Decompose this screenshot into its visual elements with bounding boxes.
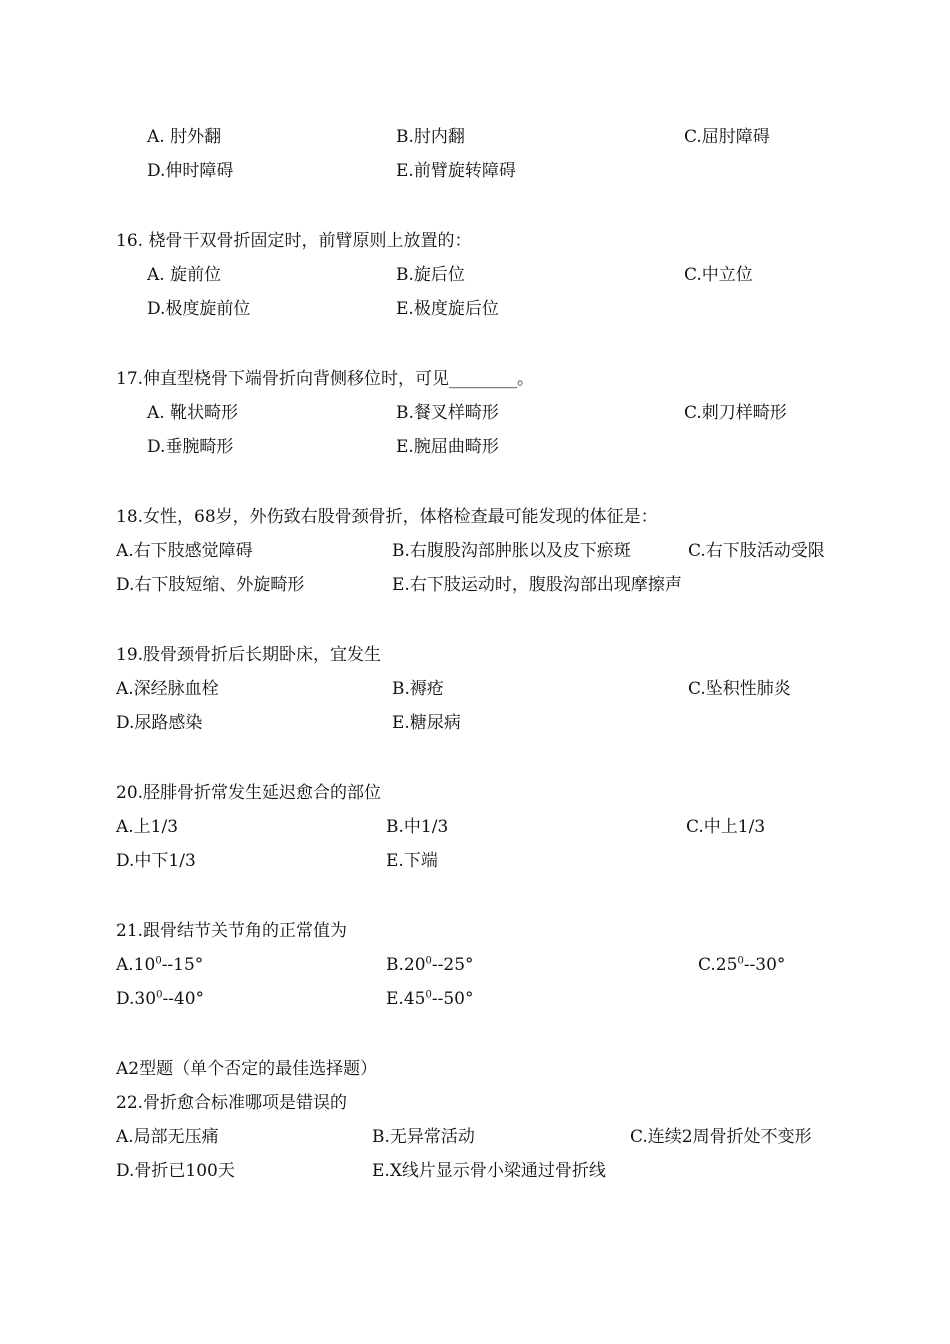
q17-stem: 17.伸直型桡骨下端骨折向背侧移位时，可见________。 — [116, 369, 535, 389]
q15-option-d: D.伸时障碍 — [147, 161, 234, 181]
q22-option-c: C.连续2周骨折处不变形 — [630, 1127, 812, 1147]
q16-option-d: D.极度旋前位 — [147, 299, 251, 319]
q16-option-b: B.旋后位 — [396, 265, 465, 285]
q15-option-a: A. 肘外翻 — [147, 127, 222, 147]
q21-option-a — [116, 954, 203, 976]
q20-option-b: B.中1/3 — [386, 817, 449, 837]
q16-option-a: A. 旋前位 — [147, 265, 222, 285]
q22-option-b: B.无异常活动 — [372, 1127, 475, 1147]
q21-option-b-degree: 0 — [425, 955, 432, 967]
q18-stem: 18.女性，68岁，外伤致右股骨颈骨折，体格检查最可能发现的体征是： — [116, 507, 658, 527]
q19-option-d: D.尿路感染 — [116, 713, 203, 733]
q20-option-c: C.中上1/3 — [686, 817, 766, 837]
q19-option-e: E.糖尿病 — [392, 713, 461, 733]
q17-option-c: C.刺刀样畸形 — [684, 403, 787, 423]
q21-option-a-degree: 0 — [155, 955, 162, 967]
q21-option-e — [386, 988, 473, 1010]
q17-option-a: A. 靴状畸形 — [147, 403, 239, 423]
q21-option-d-value: D.30 — [116, 989, 157, 1009]
q18-option-e: E.右下肢运动时，腹股沟部出现摩擦声 — [392, 575, 682, 595]
section-heading-a2: A2型题（单个否定的最佳选择题） — [116, 1059, 378, 1079]
q18-option-c: C.右下肢活动受限 — [688, 541, 825, 561]
q17-option-e: E.腕屈曲畸形 — [396, 437, 499, 457]
q21-option-a-range: --15° — [161, 955, 204, 975]
q19-option-a: A.深经脉血栓 — [116, 679, 219, 699]
q21-option-e-range: --50° — [431, 989, 474, 1009]
q16-option-c: C.中立位 — [684, 265, 753, 285]
q22-option-e: E.X线片显示骨小梁通过骨折线 — [372, 1161, 606, 1181]
q17-option-d: D.垂腕畸形 — [147, 437, 234, 457]
q18-option-d: D.右下肢短缩、外旋畸形 — [116, 575, 305, 595]
q21-option-d — [116, 988, 204, 1010]
q19-option-c: C.坠积性肺炎 — [688, 679, 791, 699]
q21-option-e-value: E.45 — [386, 989, 426, 1009]
q21-option-b-range: --25° — [431, 955, 474, 975]
q21-stem: 21.跟骨结节关节角的正常值为 — [116, 921, 348, 941]
q21-option-c-range: --30° — [743, 955, 786, 975]
q17-option-b: B.餐叉样畸形 — [396, 403, 499, 423]
q18-option-b: B.右腹股沟部肿胀以及皮下瘀斑 — [392, 541, 631, 561]
q21-option-b-value: B.20 — [386, 955, 426, 975]
q16-option-e: E.极度旋后位 — [396, 299, 499, 319]
q21-option-d-degree: 0 — [156, 989, 163, 1001]
q21-option-d-range: --40° — [162, 989, 205, 1009]
q22-stem: 22.骨折愈合标准哪项是错误的 — [116, 1093, 348, 1113]
q22-option-a: A.局部无压痛 — [116, 1127, 219, 1147]
q15-option-c: C.屈肘障碍 — [684, 127, 770, 147]
q20-option-a: A.上1/3 — [116, 817, 179, 837]
q21-option-e-degree: 0 — [425, 989, 432, 1001]
q15-option-e: E.前臂旋转障碍 — [396, 161, 516, 181]
q19-option-b: B.褥疮 — [392, 679, 444, 699]
q21-option-c-degree: 0 — [737, 955, 744, 967]
q21-option-c-value: C.25 — [698, 955, 738, 975]
q19-stem: 19.股骨颈骨折后长期卧床，宜发生 — [116, 645, 382, 665]
q21-option-a-value: A.10 — [116, 955, 156, 975]
q20-option-d: D.中下1/3 — [116, 851, 196, 871]
q16-stem: 16. 桡骨干双骨折固定时，前臂原则上放置的： — [116, 231, 472, 251]
q22-option-d: D.骨折已100天 — [116, 1161, 235, 1181]
q20-stem: 20.胫腓骨折常发生延迟愈合的部位 — [116, 783, 382, 803]
q21-option-c — [698, 954, 785, 976]
q18-option-a: A.右下肢感觉障碍 — [116, 541, 253, 561]
q15-option-b: B.肘内翻 — [396, 127, 465, 147]
q20-option-e: E.下端 — [386, 851, 438, 871]
q21-option-b — [386, 954, 474, 976]
